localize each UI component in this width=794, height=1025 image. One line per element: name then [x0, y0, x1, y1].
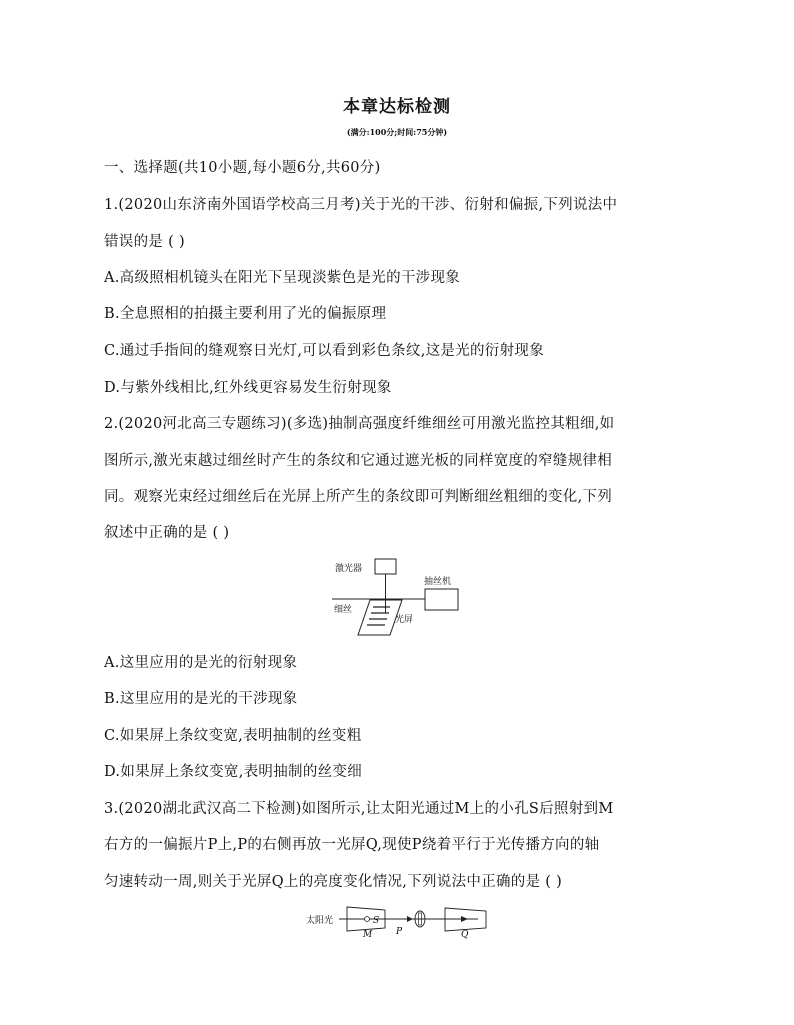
q-label: Q: [461, 930, 469, 939]
wire-label: 细丝: [334, 605, 353, 615]
hole-s: [365, 917, 370, 922]
puller-label: 抽丝机: [424, 577, 452, 587]
q1-stem-line1: 1.(2020山东济南外国语学校高三月考)关于光的干涉、衍射和偏振,下列说法中: [104, 197, 618, 213]
q3-stem-line3: 匀速转动一周,则关于光屏Q上的亮度变化情况,下列说法中正确的是 ( ): [104, 874, 563, 890]
q3-polarizer-diagram: [303, 903, 498, 939]
q3-stem-line1: 3.(2020湖北武汉高二下检测)如图所示,让太阳光通过M上的小孔S后照射到M: [104, 801, 614, 817]
arrow-head-1: [407, 916, 413, 922]
q2-stem-line3: 同。观察光束经过细丝后在光屏上所产生的条纹即可判断细丝粗细的变化,下列: [104, 489, 613, 505]
q2-stem-line2: 图所示,激光束越过细丝时产生的条纹和它通过遮光板的同样宽度的窄缝规律相: [104, 453, 613, 469]
p-label: P: [396, 927, 403, 937]
q1-option-a: A.高级照相机镜头在阳光下呈现淡紫色是光的干涉现象: [104, 270, 461, 286]
laser-box: [375, 559, 396, 574]
q1-stem-line2: 错误的是 ( ): [104, 234, 185, 250]
q2-option-b: B.这里应用的是光的干涉现象: [104, 691, 298, 707]
arrow-head-2: [461, 916, 468, 922]
q2-stem-line4: 叙述中正确的是 ( ): [104, 525, 230, 541]
laser-label: 激光器: [335, 564, 363, 574]
q3-stem-line2: 右方的一偏振片P上,P的右侧再放一光屏Q,现使P绕着平行于光传播方向的轴: [104, 837, 600, 853]
puller-box: [425, 589, 458, 610]
m-label: M: [363, 930, 373, 939]
q1-option-b: B.全息照相的拍摄主要利用了光的偏振原理: [104, 306, 387, 322]
q2-option-d: D.如果屏上条纹变宽,表明抽制的丝变细: [104, 764, 363, 780]
sun-label: 太阳光: [306, 916, 334, 926]
screen-label: 光屏: [395, 615, 414, 625]
q2-laser-diagram: [330, 555, 470, 645]
section-heading: 一、选择题(共10小题,每小题6分,共60分): [104, 160, 381, 176]
s-label: S: [373, 916, 380, 926]
page-title: 本章达标检测: [343, 97, 451, 117]
q1-option-c: C.通过手指间的缝观察日光灯,可以看到彩色条纹,这是光的衍射现象: [104, 343, 545, 359]
q1-option-d: D.与紫外线相比,红外线更容易发生衍射现象: [104, 380, 392, 396]
q2-stem-line1: 2.(2020河北高三专题练习)(多选)抽制高强度纤维细丝可用激光监控其粗细,如: [104, 416, 615, 432]
q2-option-c: C.如果屏上条纹变宽,表明抽制的丝变粗: [104, 728, 362, 744]
q2-option-a: A.这里应用的是光的衍射现象: [104, 655, 298, 671]
page-subtitle: (满分:100分;时间:75分钟): [346, 127, 448, 137]
